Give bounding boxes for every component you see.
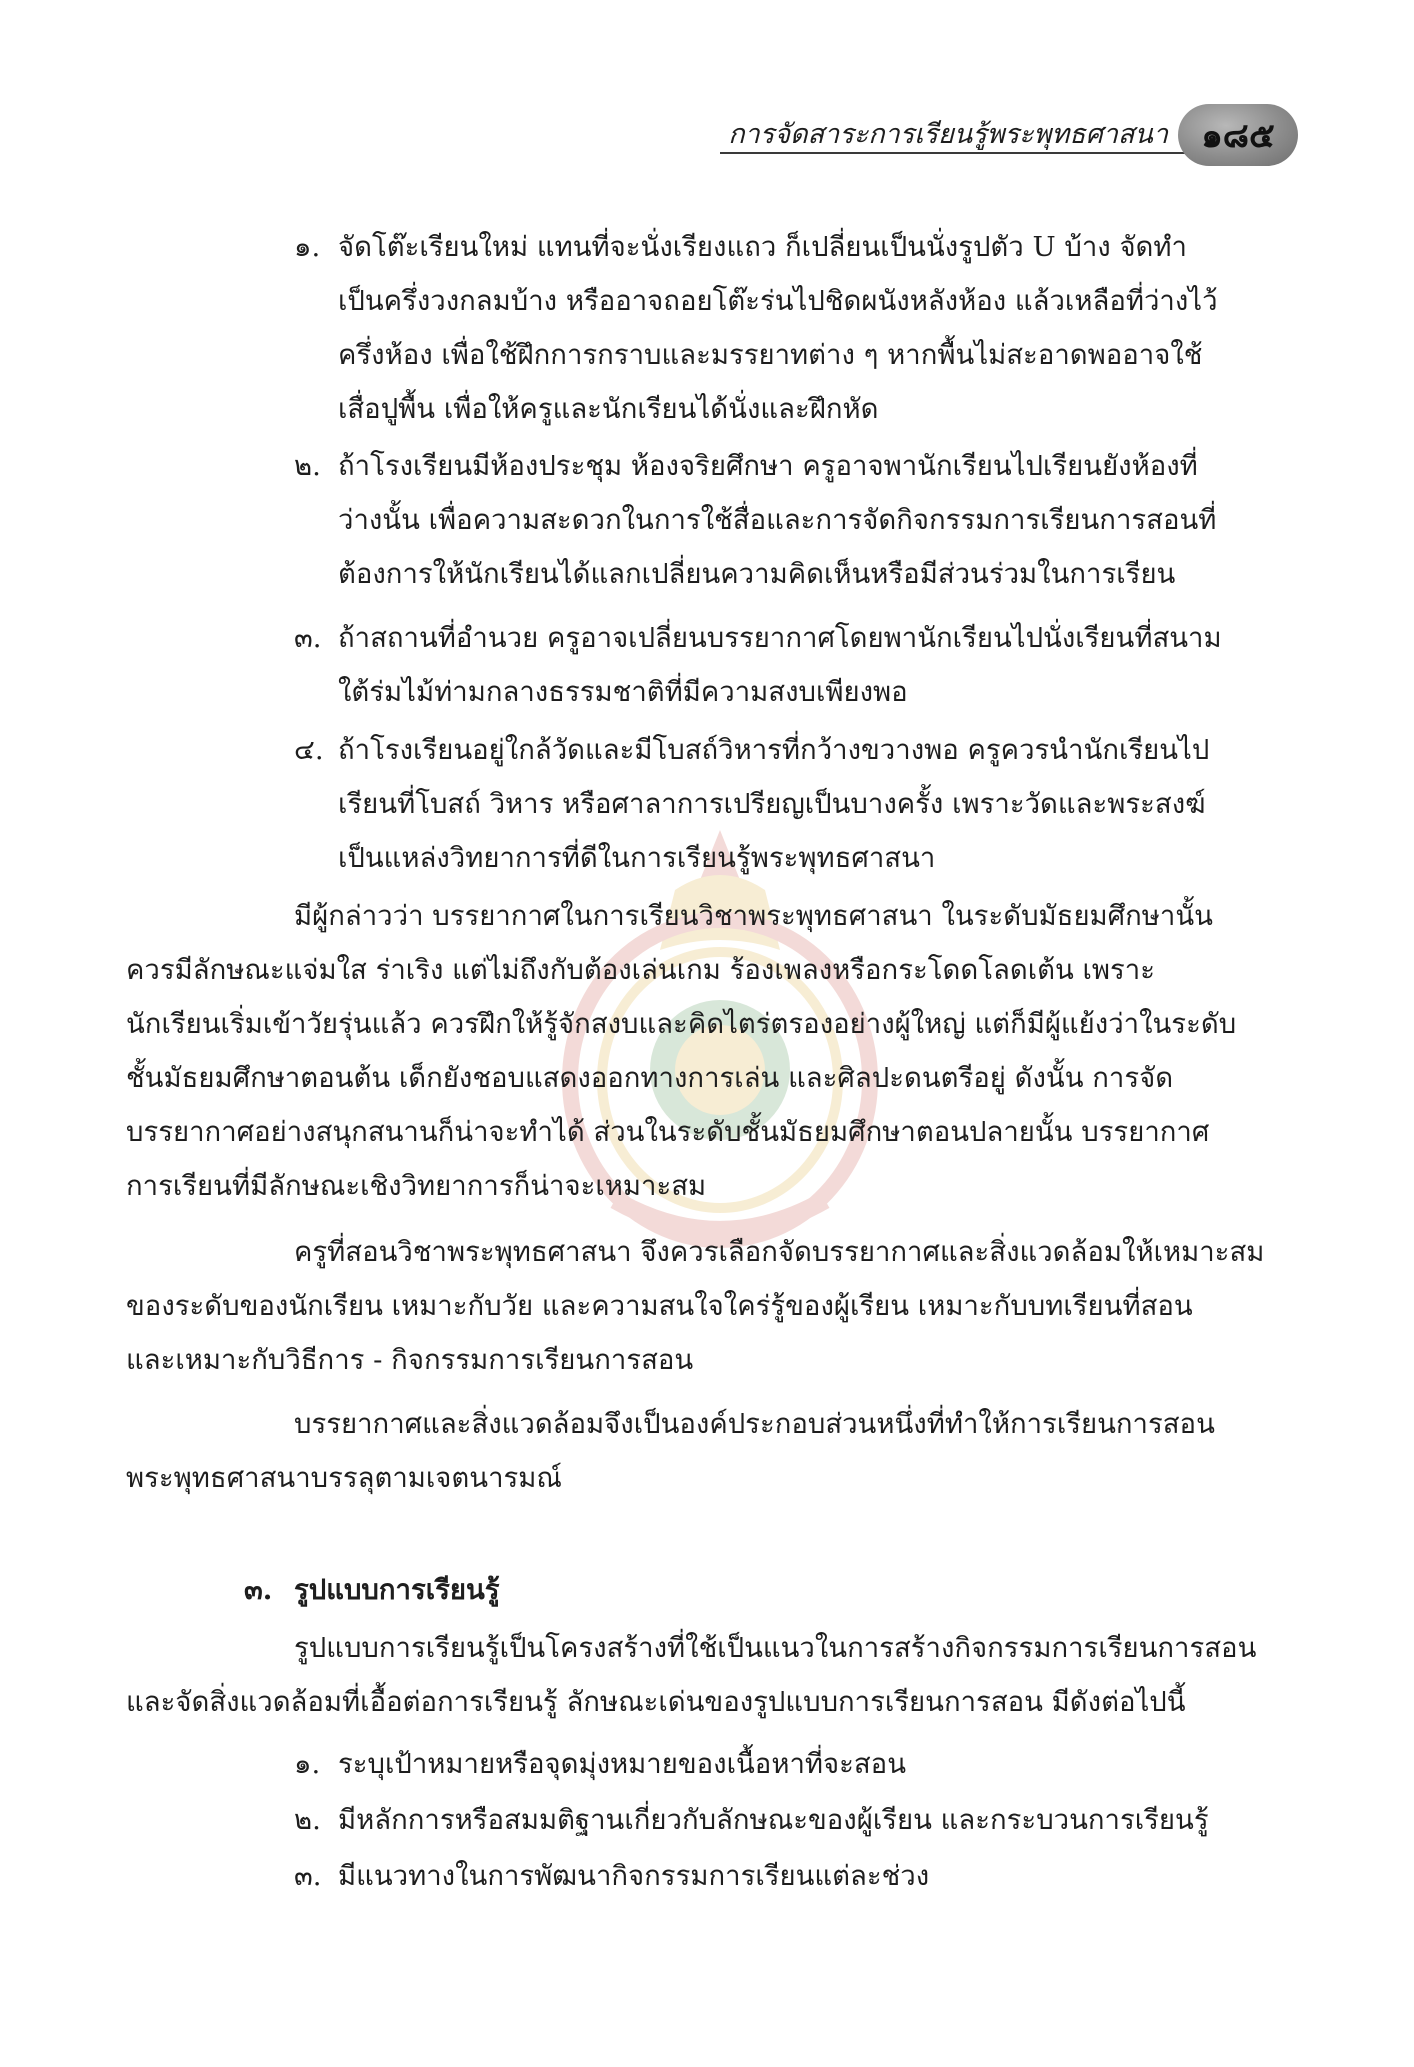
list1-item-1-line-3: ครึ่งห้อง เพื่อใช้ฝึกการกราบและมรรยาทต่าง ๆ หากพื้นไม่สะอาดพออาจใช้ xyxy=(338,339,1203,371)
page-number-badge xyxy=(1178,104,1298,166)
list1-item-2-line-2: ว่างนั้น เพื่อความสะดวกในการใช้สื่อและการจัดกิจกรรมการเรียนการสอนที่ xyxy=(338,504,1217,536)
list1-item-4-line-2: เรียนที่โบสถ์ วิหาร หรือศาลาการเปรียญเป็นบางครั้ง เพราะวัดและพระสงฆ์ xyxy=(338,788,1206,820)
list1-number-4: ๔. xyxy=(294,734,324,766)
list1-item-3-line-1: ถ้าสถานที่อำนวย ครูอาจเปลี่ยนบรรยากาศโดยพานักเรียนไปนั่งเรียนที่สนาม xyxy=(338,622,1222,654)
list1-number-1: ๑. xyxy=(294,231,321,263)
para1-line-3: นักเรียนเริ่มเข้าวัยรุ่นแล้ว ควรฝึกให้รู้จักสงบและคิดไตร่ตรองอย่างผู้ใหญ่ แต่ก็มีผู้แย้งว่าในระดับ xyxy=(126,1008,1237,1040)
list1-number-3: ๓. xyxy=(294,622,322,654)
list2-number-3: ๓. xyxy=(294,1860,322,1892)
list2-number-2: ๒. xyxy=(294,1804,321,1836)
list1-item-2-line-1: ถ้าโรงเรียนมีห้องประชุม ห้องจริยศึกษา ครูอาจพานักเรียนไปเรียนยังห้องที่ xyxy=(338,450,1198,482)
para2-line-3: และเหมาะกับวิธีการ - กิจกรรมการเรียนการสอน xyxy=(126,1344,694,1376)
list1-number-2: ๒. xyxy=(294,450,321,482)
list2-number-1: ๑. xyxy=(294,1748,321,1780)
para3-line-2: พระพุทธศาสนาบรรลุตามเจตนารมณ์ xyxy=(126,1462,562,1494)
list1-item-1-line-1: จัดโต๊ะเรียนใหม่ แทนที่จะนั่งเรียงแถว ก็เปลี่ยนเป็นนั่งรูปตัว U บ้าง จัดทำ xyxy=(338,231,1187,263)
para1-line-4: ชั้นมัธยมศึกษาตอนต้น เด็กยังชอบแสดงออกทางการเล่น และศิลปะดนตรีอยู่ ดังนั้น การจัด xyxy=(126,1062,1174,1094)
list2-item-3: มีแนวทางในการพัฒนากิจกรรมการเรียนแต่ละช่วง xyxy=(338,1860,930,1892)
running-head: การจัดสาระการเรียนรู้พระพุทธศาสนา xyxy=(728,119,1168,150)
page-number: ๑๘๕ xyxy=(1201,116,1275,156)
para1-line-2: ควรมีลักษณะแจ่มใส ร่าเริง แต่ไม่ถึงกับต้องเล่นเกม ร้องเพลงหรือกระโดดโลดเต้น เพราะ xyxy=(126,954,1156,986)
list2-item-1: ระบุเป้าหมายหรือจุดมุ่งหมายของเนื้อหาที่จะสอน xyxy=(338,1748,906,1780)
list1-item-3-line-2: ใต้ร่มไม้ท่ามกลางธรรมชาติที่มีความสงบเพียงพอ xyxy=(338,676,908,708)
section-title: รูปแบบการเรียนรู้ xyxy=(294,1574,500,1606)
list1-item-1-line-4: เสื่อปูพื้น เพื่อให้ครูและนักเรียนได้นั่งและฝึกหัด xyxy=(338,393,879,425)
header-rule xyxy=(720,152,1190,154)
list1-item-2-line-3: ต้องการให้นักเรียนได้แลกเปลี่ยนความคิดเห็นหรือมีส่วนร่วมในการเรียน xyxy=(338,558,1176,590)
list1-item-4-line-1: ถ้าโรงเรียนอยู่ใกล้วัดและมีโบสถ์วิหารที่กว้างขวางพอ ครูควรนำนักเรียนไป xyxy=(338,734,1210,766)
para1-line-1: มีผู้กล่าวว่า บรรยากาศในการเรียนวิชาพระพุทธศาสนา ในระดับมัธยมศึกษานั้น xyxy=(294,900,1213,932)
para4-line-2: และจัดสิ่งแวดล้อมที่เอื้อต่อการเรียนรู้ ลักษณะเด่นของรูปแบบการเรียนการสอน มีดังต่อไปนี้ xyxy=(126,1686,1186,1718)
list2-item-2: มีหลักการหรือสมมติฐานเกี่ยวกับลักษณะของผู้เรียน และกระบวนการเรียนรู้ xyxy=(338,1804,1209,1836)
para4-line-1: รูปแบบการเรียนรู้เป็นโครงสร้างที่ใช้เป็นแนวในการสร้างกิจกรรมการเรียนการสอน xyxy=(294,1632,1257,1664)
para2-line-1: ครูที่สอนวิชาพระพุทธศาสนา จึงควรเลือกจัดบรรยากาศและสิ่งแวดล้อมให้เหมาะสม xyxy=(294,1236,1265,1268)
para3-line-1: บรรยากาศและสิ่งแวดล้อมจึงเป็นองค์ประกอบส่วนหนึ่งที่ทำให้การเรียนการสอน xyxy=(294,1408,1215,1440)
list1-item-1-line-2: เป็นครึ่งวงกลมบ้าง หรืออาจถอยโต๊ะร่นไปชิดผนังหลังห้อง แล้วเหลือที่ว่างไว้ xyxy=(338,285,1218,317)
para1-line-6: การเรียนที่มีลักษณะเชิงวิทยาการก็น่าจะเหมาะสม xyxy=(126,1170,707,1202)
list1-item-4-line-3: เป็นแหล่งวิทยาการที่ดีในการเรียนรู้พระพุทธศาสนา xyxy=(338,842,936,874)
para1-line-5: บรรยากาศอย่างสนุกสนานก็น่าจะทำได้ ส่วนในระดับชั้นมัธยมศึกษาตอนปลายนั้น บรรยากาศ xyxy=(126,1116,1210,1148)
para2-line-2: ของระดับของนักเรียน เหมาะกับวัย และความสนใจใคร่รู้ของผู้เรียน เหมาะกับบทเรียนที่สอน xyxy=(126,1290,1193,1322)
section-number: ๓. xyxy=(244,1574,273,1606)
